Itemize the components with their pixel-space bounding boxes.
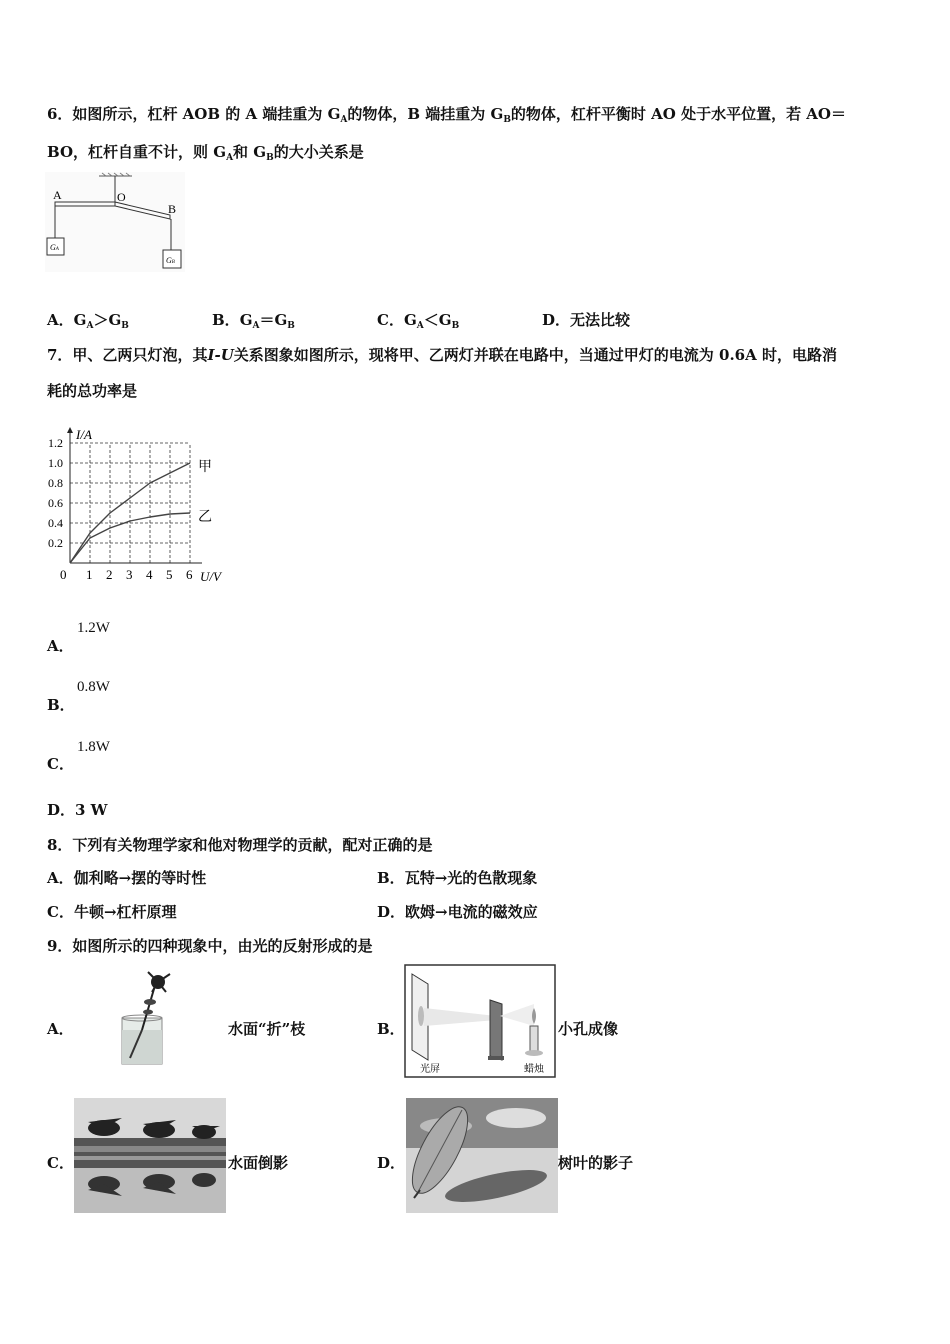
q9-stem: 9．如图所示的四种现象中，由光的反射形成的是 (47, 937, 373, 955)
q9-option-c-letter[interactable]: C． (47, 1154, 74, 1172)
y-tick-label: 1.0 (48, 456, 63, 470)
y-tick-label: 0.2 (48, 536, 63, 550)
pinhole-imaging-image[interactable] (404, 964, 556, 1078)
q9-option-a-letter[interactable]: A． (47, 1020, 74, 1038)
q6-option-d[interactable]: D．无法比较 (542, 311, 631, 329)
leaf-shadow-image[interactable] (406, 1098, 558, 1213)
q9-option-b-letter[interactable]: B． (377, 1020, 405, 1038)
q7-option-c-letter[interactable]: C． (47, 755, 74, 773)
q9-option-d-letter[interactable]: D． (377, 1154, 406, 1172)
q7-option-d[interactable]: D．3 W (47, 801, 108, 819)
y-axis-label: I/A (76, 427, 92, 442)
x-tick-label: 6 (186, 567, 193, 582)
q6-stem-line2: BO，杠杆自重不计，则 $G_A$和 $G_B$的大小关系是 (47, 143, 364, 163)
x-tick-label: 0 (60, 567, 67, 582)
label-o: O (117, 190, 126, 204)
y-tick-label: 0.4 (48, 516, 63, 530)
iu-chart (40, 410, 240, 590)
q8-stem: 8．下列有关物理学家和他对物理学的贡献，配对正确的是 (47, 836, 433, 854)
x-tick-label: 2 (106, 567, 113, 582)
q8-option-d[interactable]: D．欧姆→电流的磁效应 (377, 903, 538, 921)
x-tick-label: 5 (166, 567, 173, 582)
x-tick-label: 4 (146, 567, 153, 582)
y-tick-label: 0.6 (48, 496, 63, 510)
q9-option-c-caption: 水面倒影 (228, 1154, 289, 1172)
series-label-jia: 甲 (198, 460, 212, 475)
label-screen: 光屏 (420, 1064, 440, 1075)
branch-in-water-image[interactable] (108, 968, 188, 1068)
x-axis-label: U/V (200, 569, 221, 584)
q7-option-b-value[interactable]: 0.8W (77, 679, 110, 695)
q7-stem-line1: 7．甲、乙两只灯泡，其I-U关系图象如图所示，现将甲、乙两灯并联在电路中，当通过甲灯的电流为 0.6A 时，电路消 (47, 346, 837, 364)
label-candle: 蜡烛 (524, 1064, 544, 1075)
q8-option-b[interactable]: B．瓦特→光的色散现象 (377, 869, 538, 887)
q7-option-c-value[interactable]: 1.8W (77, 739, 110, 755)
q6-stem-line1: 6．如图所示，杠杆 AOB 的 A 端挂重为 $G_A$的物体，B 端挂重为 $G_B$的物体，杠杆平衡时 AO 处于水平位置，若 AO＝ (47, 105, 846, 125)
x-tick-label: 1 (86, 567, 93, 582)
q7-option-b-letter[interactable]: B． (47, 696, 75, 714)
y-axis-arrow (67, 427, 73, 433)
label-a: A (53, 188, 62, 202)
series-label-yi: 乙 (198, 510, 212, 525)
weight-a-label: GA (50, 243, 59, 252)
x-tick-label: 3 (126, 567, 133, 582)
q8-option-c[interactable]: C．牛顿→杠杆原理 (47, 903, 177, 921)
q6-option-a[interactable]: A．$G_A>G_B$ (47, 311, 129, 331)
q9-option-b-caption: 小孔成像 (558, 1020, 619, 1038)
weight-b-label: GB (166, 256, 175, 265)
q7-option-a-value[interactable]: 1.2W (77, 620, 110, 636)
lever-diagram (44, 170, 186, 274)
q7-stem-line2: 耗的总功率是 (47, 382, 138, 400)
water-reflection-image[interactable] (74, 1098, 226, 1213)
q9-option-d-caption: 树叶的影子 (558, 1154, 634, 1172)
y-tick-label: 0.8 (48, 476, 63, 490)
q7-option-a-letter[interactable]: A． (47, 637, 74, 655)
label-b: B (168, 202, 177, 216)
q9-option-a-caption: 水面“折”枝 (228, 1020, 306, 1038)
q6-option-b[interactable]: B．$G_A=G_B$ (212, 311, 295, 331)
q8-option-a[interactable]: A．伽利略→摆的等时性 (47, 869, 207, 887)
y-tick-label: 1.2 (48, 436, 63, 450)
q6-option-c[interactable]: C．$G_A<G_B$ (377, 311, 460, 331)
